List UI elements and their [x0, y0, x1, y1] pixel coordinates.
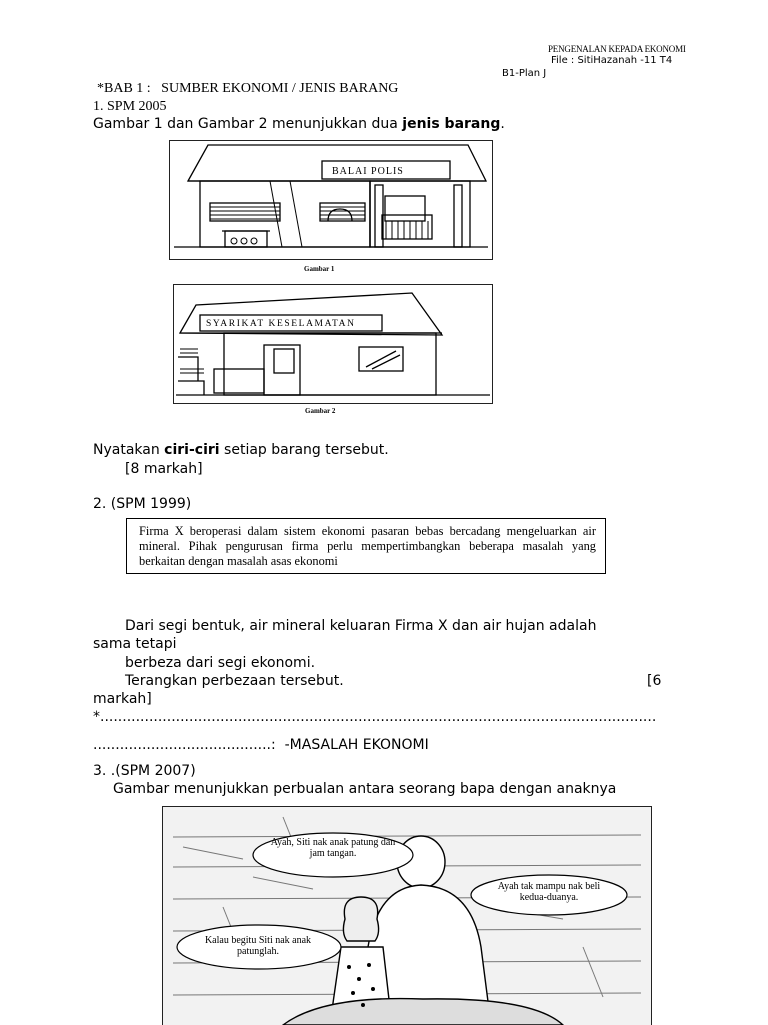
- speech-bubble-father: Ayah tak mampu nak beli kedua-duanya.: [497, 881, 601, 903]
- speech-bubble-daughter-2: Kalau begitu Siti nak anak patunglah.: [204, 935, 312, 957]
- q1-task-text: Nyatakan: [93, 442, 165, 458]
- q1-task-bold: ciri-ciri: [164, 442, 220, 458]
- q2-line2: sama tetapi: [93, 636, 177, 652]
- father-daughter-drawing: [163, 807, 651, 1025]
- header-file: File : SitiHazanah -11 T4: [551, 55, 673, 66]
- q1-task-end: setiap barang tersebut.: [219, 442, 389, 458]
- header-plan: B1-Plan J: [502, 68, 547, 79]
- section-heading: [93, 737, 429, 753]
- dotted-divider: *.............................................................................................................................: [93, 709, 657, 725]
- q2-marks-open: [6: [647, 673, 662, 689]
- q2-line4: Terangkan perbezaan tersebut.: [125, 673, 344, 689]
- q2-marks-close: markah]: [93, 691, 152, 707]
- figure-father-daughter: [162, 806, 652, 1025]
- header-subject: PENGENALAN KEPADA EKONOMI: [548, 44, 686, 54]
- q1-prompt-end: .: [500, 116, 505, 132]
- q1-marks: [8 markah]: [125, 461, 203, 477]
- q1-prompt: [93, 116, 505, 132]
- q1-prompt-text: Gambar 1 dan Gambar 2 menunjukkan dua: [93, 116, 403, 132]
- q3-number: 3. .(SPM 2007): [93, 763, 196, 779]
- q2-scenario-box: Firma X beroperasi dalam sistem ekonomi pasaran bebas bercadang mengeluarkan air mineral. Pihak pengurusan firma perlu mempertimbangkan beberapa masalah yang berkaitan dengan masalah asas ekonomi: [126, 518, 606, 574]
- chapter-title: *BAB 1 : SUMBER EKONOMI / JENIS BARANG: [97, 81, 399, 96]
- q1-task: [93, 442, 389, 458]
- figure2-caption: Gambar 2: [305, 407, 336, 415]
- q2-line1: Dari segi bentuk, air mineral keluaran Firma X dan air hujan adalah: [125, 618, 597, 634]
- speech-bubble-daughter-1: Ayah, Siti nak anak patung dan jam tangan.: [270, 837, 396, 859]
- figure1-caption: Gambar 1: [304, 265, 335, 273]
- q3-prompt: Gambar menunjukkan perbualan antara seorang bapa dengan anaknya: [113, 781, 617, 797]
- q1-prompt-bold: jenis barang: [402, 116, 501, 132]
- security-sign-text: SYARIKAT KESELAMATAN: [206, 319, 356, 329]
- figure-security-company: [173, 284, 493, 404]
- figure-police-station: [169, 140, 493, 260]
- police-station-drawing: [170, 141, 492, 259]
- section-title: -MASALAH EKONOMI: [275, 737, 429, 753]
- q1-number: 1. SPM 2005: [93, 99, 167, 114]
- q2-line3: berbeza dari segi ekonomi.: [125, 655, 316, 671]
- security-company-drawing: [174, 285, 492, 403]
- police-sign-text: BALAI POLIS: [332, 166, 404, 177]
- q2-number: 2. (SPM 1999): [93, 496, 192, 512]
- section-dots: ........................................:: [93, 737, 276, 753]
